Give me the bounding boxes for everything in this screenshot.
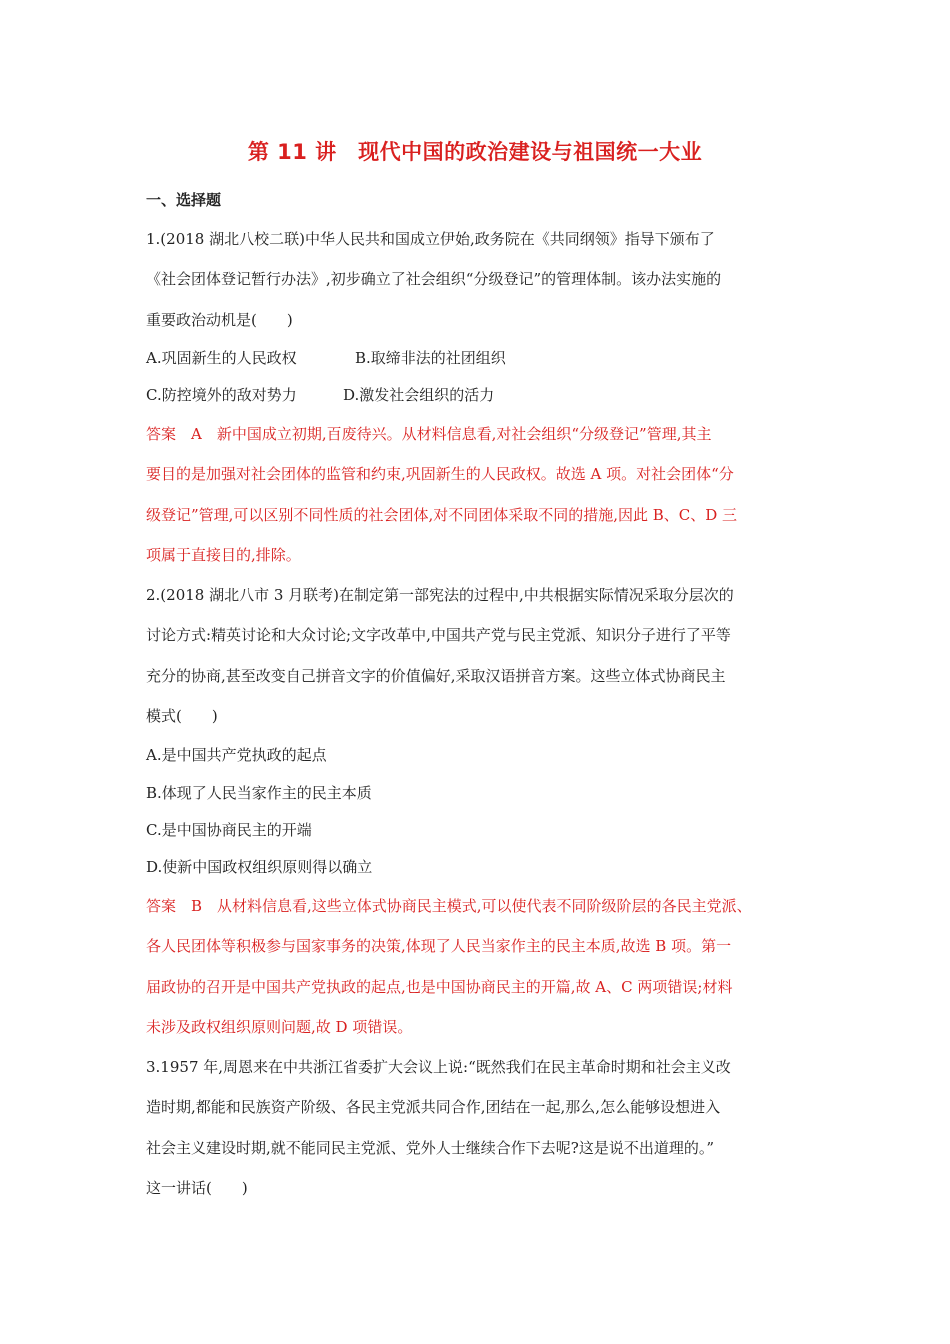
q1-answer-line: 答案 A 新中国成立初期,百废待兴。从材料信息看,对社会组织“分级登记”管理,其主 [146, 425, 712, 443]
q2-answer-line: 未涉及政权组织原则问题,故 D 项错误。 [146, 1018, 413, 1036]
q1-stem-line: 重要政治动机是( ) [146, 311, 293, 329]
q1-options-ab [146, 348, 506, 368]
q1-option-c: C.防控境外的敌对势力 [146, 386, 297, 404]
q1-option-a: A.巩固新生的人民政权 [146, 349, 297, 367]
q2-answer-line: 各人民团体等积极参与国家事务的决策,体现了人民当家作主的民主本质,故选 B 项。第一 [146, 937, 732, 955]
q1-option-b: B.取缔非法的社团组织 [355, 349, 506, 367]
q1-options-cd [146, 385, 494, 405]
q1-stem-line: 《社会团体登记暂行办法》,初步确立了社会组织“分级登记”的管理体制。该办法实施的 [146, 270, 722, 288]
q2-stem-line: 充分的协商,甚至改变自己拼音文字的价值偏好,采取汉语拼音方案。这些立体式协商民主 [146, 667, 726, 685]
q1-answer-line: 级登记”管理,可以区别不同性质的社会团体,对不同团体采取不同的措施,因此 B、C、D 三 [146, 506, 738, 524]
section-heading: 一、选择题 [146, 191, 222, 209]
q2-option-c: C.是中国协商民主的开端 [146, 821, 312, 839]
q1-stem-line: 1.(2018 湖北八校二联)中华人民共和国成立伊始,政务院在《共同纲领》指导下颁布了 [146, 230, 715, 248]
q2-option-a: A.是中国共产党执政的起点 [146, 746, 327, 764]
q2-stem-line: 2.(2018 湖北八市 3 月联考)在制定第一部宪法的过程中,中共根据实际情况采取分层次的 [146, 586, 734, 604]
q1-option-d: D.激发社会组织的活力 [343, 386, 495, 404]
q3-stem-line: 3.1957 年,周恩来在中共浙江省委扩大会议上说:“既然我们在民主革命时期和社会主义改 [146, 1058, 731, 1076]
page-title: 第 11 讲 现代中国的政治建设与祖国统一大业 [247, 140, 703, 164]
q2-stem-line: 讨论方式:精英讨论和大众讨论;文字改革中,中国共产党与民主党派、知识分子进行了平等 [146, 626, 731, 644]
q2-option-b: B.体现了人民当家作主的民主本质 [146, 784, 372, 802]
q3-stem-line: 社会主义建设时期,就不能同民主党派、党外人士继续合作下去呢?这是说不出道理的。” [146, 1139, 714, 1157]
q2-answer-line: 答案 B 从材料信息看,这些立体式协商民主模式,可以使代表不同阶级阶层的各民主党派、 [146, 897, 752, 915]
q3-stem-line: 这一讲话( ) [146, 1179, 248, 1197]
q2-answer-line: 届政协的召开是中国共产党执政的起点,也是中国协商民主的开篇,故 A、C 两项错误;材料 [146, 978, 733, 996]
q2-stem-line: 模式( ) [146, 707, 218, 725]
q2-option-d: D.使新中国政权组织原则得以确立 [146, 858, 373, 876]
q3-stem-line: 造时期,都能和民族资产阶级、各民主党派共同合作,团结在一起,那么,怎么能够设想进入 [146, 1098, 721, 1116]
q1-answer-line: 项属于直接目的,排除。 [146, 546, 301, 564]
q1-answer-line: 要目的是加强对社会团体的监管和约束,巩固新生的人民政权。故选 A 项。对社会团体“分 [146, 465, 734, 483]
